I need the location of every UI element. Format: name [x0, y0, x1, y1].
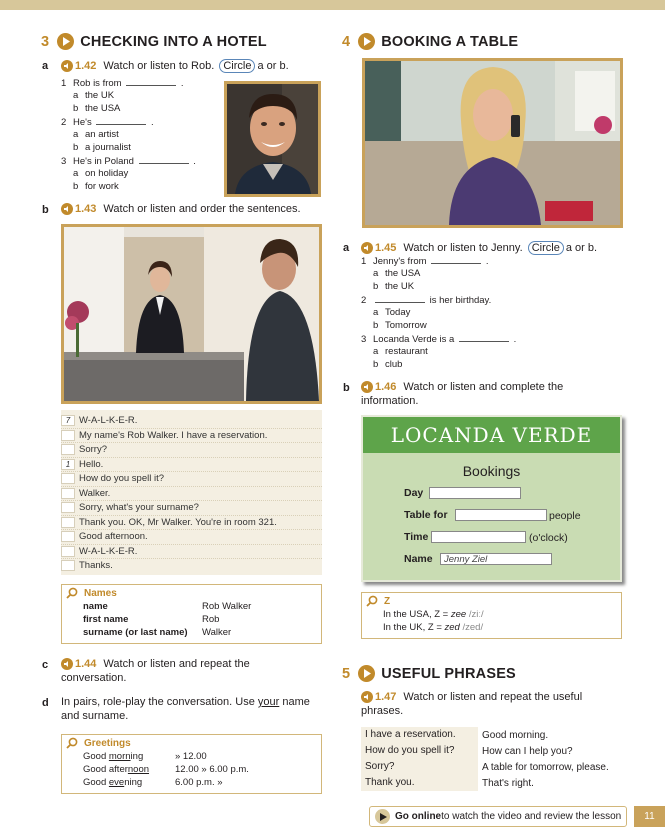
names-label: surname (or last name)	[83, 627, 188, 638]
option-letter: b	[373, 359, 379, 370]
names-value: Rob	[202, 614, 220, 625]
hotel-reception-photo	[61, 224, 322, 404]
option-text: an artist	[85, 129, 119, 140]
names-value: Walker	[202, 627, 232, 638]
exercise-5-instruction-line2: phrases.	[361, 705, 404, 717]
exercise-4b-instruction-line2: information.	[361, 395, 419, 407]
greeting-time: 6.00 p.m. »	[175, 777, 223, 788]
bookings-heading: Bookings	[462, 463, 521, 479]
sentence-row	[61, 529, 322, 544]
z-pronunciation-box	[361, 592, 622, 639]
names-label: name	[83, 601, 108, 612]
section-5-title: 5 USEFUL PHRASES	[342, 665, 516, 682]
order-number-box[interactable]: 1	[61, 459, 75, 470]
question-end: is her birthday.	[427, 295, 492, 306]
exercise-letter: b	[42, 204, 49, 216]
option-letter: a	[373, 307, 379, 318]
sentence-row	[61, 457, 322, 472]
exercise-4b-instruction: 1.46 Watch or listen and complete the	[361, 381, 563, 393]
option-text: Tomorrow	[385, 320, 427, 331]
day-label: Day	[404, 487, 424, 499]
order-number-box[interactable]	[61, 473, 75, 484]
exercise-3d-instruction: In pairs, role-play the conversation. Use your name	[61, 696, 310, 708]
sentence-text: Sorry, what's your surname?	[79, 502, 199, 514]
phrase-cell: How do you spell it?	[361, 743, 478, 759]
z-usa-line: In the USA, Z = zee /ziː/	[383, 609, 484, 620]
sentence-row	[61, 544, 322, 559]
order-number-box[interactable]	[61, 488, 75, 499]
question-line	[361, 294, 491, 306]
question-number: 1	[361, 256, 367, 267]
option-letter: a	[373, 268, 379, 279]
magnifier-icon	[66, 737, 78, 749]
day-field[interactable]	[429, 487, 521, 499]
option-text: the USA	[85, 103, 121, 114]
greeting-phrase: Good evening	[83, 777, 143, 788]
question-line	[361, 255, 488, 267]
answer-option[interactable]	[373, 268, 420, 279]
time-field[interactable]	[431, 531, 526, 543]
answer-option[interactable]	[373, 346, 428, 357]
speaker-icon	[61, 658, 73, 670]
sentence-row	[61, 471, 322, 486]
exercise-letter: d	[42, 697, 49, 709]
order-number-box[interactable]	[61, 560, 75, 571]
order-number-box[interactable]	[61, 444, 75, 455]
audio-track-button[interactable]: 1.47	[361, 691, 396, 703]
sentence-text: Thank you. OK, Mr Walker. You're in room 321.	[79, 516, 277, 528]
answer-blank[interactable]	[375, 294, 425, 303]
speaker-icon	[61, 203, 73, 215]
exercise-4a-instruction: 1.45 Watch or listen to Jenny. Circle a or b.	[361, 241, 597, 255]
speaker-icon	[361, 381, 373, 393]
speaker-icon	[361, 242, 373, 254]
play-video-icon[interactable]	[358, 665, 375, 682]
sentence-text: How do you spell it?	[79, 473, 165, 485]
audio-track-button[interactable]: 1.44	[61, 658, 96, 670]
question-number: 3	[61, 156, 67, 167]
answer-blank[interactable]	[459, 333, 509, 342]
answer-option[interactable]	[373, 359, 402, 370]
option-text: the USA	[385, 268, 421, 279]
names-box-title: Names	[84, 587, 117, 599]
answer-blank[interactable]	[431, 255, 481, 264]
audio-track-button[interactable]: 1.45	[361, 242, 396, 254]
sentence-text: Hello.	[79, 458, 104, 470]
audio-track-button[interactable]: 1.42	[61, 60, 96, 72]
order-number-box[interactable]	[61, 546, 75, 557]
name-label: Name	[404, 553, 433, 565]
option-text: on holiday	[85, 168, 129, 179]
option-text: club	[385, 359, 403, 370]
sentence-row	[61, 442, 322, 457]
phrase-row	[361, 759, 623, 775]
answer-blank[interactable]	[126, 77, 176, 86]
phrase-cell: Sorry?	[361, 759, 478, 775]
question-text: Jenny's from	[373, 256, 430, 267]
order-number-box[interactable]: 7	[61, 415, 75, 426]
phrase-cell: I have a reservation.	[361, 727, 478, 743]
answer-option[interactable]	[373, 307, 410, 318]
jenny-on-phone-photo	[362, 58, 623, 228]
sentence-text: W-A-L-K-E-R.	[79, 414, 138, 426]
question-line	[61, 155, 196, 167]
order-number-box[interactable]	[61, 531, 75, 542]
answer-blank[interactable]	[139, 155, 189, 164]
sentence-text: Good afternoon.	[79, 531, 148, 543]
sentence-row	[61, 428, 322, 443]
question-number: 1	[61, 78, 67, 89]
question-text: He's in Poland	[73, 156, 137, 167]
sentence-text: Thanks.	[79, 560, 113, 572]
go-online-link[interactable]: Go online to watch the video and review the lesson	[369, 806, 627, 827]
question-end: .	[483, 256, 489, 267]
question-text: Locanda Verde is a	[373, 334, 457, 345]
page-number: 11	[634, 806, 665, 827]
greeting-time: 12.00 » 6.00 p.m.	[175, 764, 249, 775]
exercise-3c-instruction: 1.44 Watch or listen and repeat the	[61, 658, 250, 670]
question-line	[361, 333, 516, 345]
exercise-3b-instruction: 1.43 Watch or listen and order the sentences.	[61, 203, 301, 215]
option-text: the UK	[85, 90, 115, 101]
sentence-order-list	[61, 413, 322, 573]
question-text: Rob is from	[73, 78, 125, 89]
option-text: restaurant	[385, 346, 428, 357]
greeting-phrase: Good morning	[83, 751, 144, 762]
names-tip-box	[61, 584, 322, 644]
answer-blank[interactable]	[96, 116, 146, 125]
exercise-5-instruction: 1.47 Watch or listen and repeat the useful	[361, 691, 582, 703]
exercise-3a-instruction: 1.42 Watch or listen to Rob. Circle a or b.	[61, 59, 289, 73]
rob-portrait-photo	[224, 81, 321, 197]
answer-option[interactable]	[373, 320, 427, 331]
sentence-row	[61, 500, 322, 515]
greeting-time: » 12.00	[175, 751, 207, 762]
restaurant-name: LOCANDA VERDE	[363, 417, 620, 453]
exercise-letter: b	[343, 382, 350, 394]
greetings-tip-box	[61, 734, 322, 794]
option-letter: a	[73, 129, 79, 140]
answer-option[interactable]	[73, 168, 128, 179]
useful-phrases-table	[361, 727, 623, 791]
video-play-icon	[375, 809, 390, 824]
exercise-3c-instruction-line2: conversation.	[61, 672, 127, 684]
exercise-letter: a	[343, 242, 350, 254]
sentence-text: Sorry?	[79, 444, 107, 456]
speaker-icon	[361, 691, 373, 703]
phrase-cell: How can I help you?	[482, 745, 573, 757]
option-letter: b	[373, 281, 379, 292]
question-number: 3	[361, 334, 367, 345]
option-letter: a	[373, 346, 379, 357]
answer-option[interactable]	[373, 281, 414, 292]
option-letter: a	[73, 90, 79, 101]
answer-option[interactable]	[73, 129, 119, 140]
order-number-box[interactable]	[61, 502, 75, 513]
greeting-phrase: Good afternoon	[83, 764, 150, 775]
option-text: a journalist	[85, 142, 131, 153]
names-label: first name	[83, 614, 129, 625]
time-label: Time	[404, 531, 429, 543]
option-letter: a	[73, 168, 79, 179]
phrase-cell: That's right.	[482, 777, 534, 789]
play-video-icon[interactable]	[57, 33, 74, 50]
question-end: .	[510, 334, 517, 345]
exercise-letter: c	[42, 659, 49, 671]
option-text: the UK	[385, 281, 415, 292]
option-text: for work	[85, 181, 119, 192]
audio-track-button[interactable]: 1.43	[61, 203, 96, 215]
option-letter: b	[73, 142, 79, 153]
sentence-text: W-A-L-K-E-R.	[79, 545, 138, 557]
phrase-row	[361, 743, 623, 759]
z-box-title: Z	[384, 595, 391, 607]
people-label: people	[549, 510, 581, 522]
restaurant-booking-card	[361, 415, 622, 582]
question-line	[61, 77, 184, 89]
exercise-letter: a	[42, 60, 49, 72]
question-end: .	[190, 156, 196, 167]
audio-track-button[interactable]: 1.46	[361, 381, 396, 393]
phrase-row	[361, 775, 623, 791]
answer-option[interactable]	[73, 103, 120, 114]
option-letter: b	[73, 103, 79, 114]
question-line	[61, 116, 154, 128]
option-letter: b	[373, 320, 379, 331]
question-text: He's	[73, 117, 95, 128]
table-for-field[interactable]	[455, 509, 547, 521]
exercise-3d-instruction-line2: and surname.	[61, 710, 129, 722]
play-video-icon[interactable]	[358, 33, 375, 50]
option-text: Today	[385, 307, 411, 318]
order-number-box[interactable]	[61, 430, 75, 441]
sentence-row	[61, 413, 322, 428]
phrase-cell: A table for tomorrow, please.	[482, 761, 609, 773]
section-4-title: 4 BOOKING A TABLE	[342, 33, 519, 50]
section-3-title: 3 CHECKING INTO A HOTEL	[41, 33, 267, 50]
question-number: 2	[61, 117, 67, 128]
phrase-cell: Thank you.	[361, 775, 478, 791]
magnifier-icon	[66, 587, 78, 599]
magnifier-icon	[366, 595, 378, 607]
top-band	[0, 0, 665, 10]
speaker-icon	[61, 60, 73, 72]
greetings-box-title: Greetings	[84, 737, 131, 749]
question-end: .	[178, 78, 184, 89]
name-field[interactable]: Jenny Ziel	[440, 553, 552, 565]
table-for-label: Table for	[404, 509, 448, 521]
order-number-box[interactable]	[61, 517, 75, 528]
sentence-row	[61, 486, 322, 501]
phrase-cell: Good morning.	[482, 729, 549, 741]
answer-option[interactable]	[73, 142, 131, 153]
sentence-text: My name's Rob Walker. I have a reservation.	[79, 429, 268, 441]
phrase-row	[361, 727, 623, 743]
question-end: .	[148, 117, 154, 128]
z-uk-line: In the UK, Z = zed /zed/	[383, 622, 484, 633]
names-value: Rob Walker	[202, 601, 252, 612]
answer-option[interactable]	[73, 90, 114, 101]
sentence-row	[61, 558, 322, 573]
oclock-label: (o'clock)	[529, 532, 568, 544]
answer-option[interactable]	[73, 181, 119, 192]
question-number: 2	[361, 295, 367, 306]
sentence-text: Walker.	[79, 487, 111, 499]
sentence-row	[61, 515, 322, 530]
option-letter: b	[73, 181, 79, 192]
